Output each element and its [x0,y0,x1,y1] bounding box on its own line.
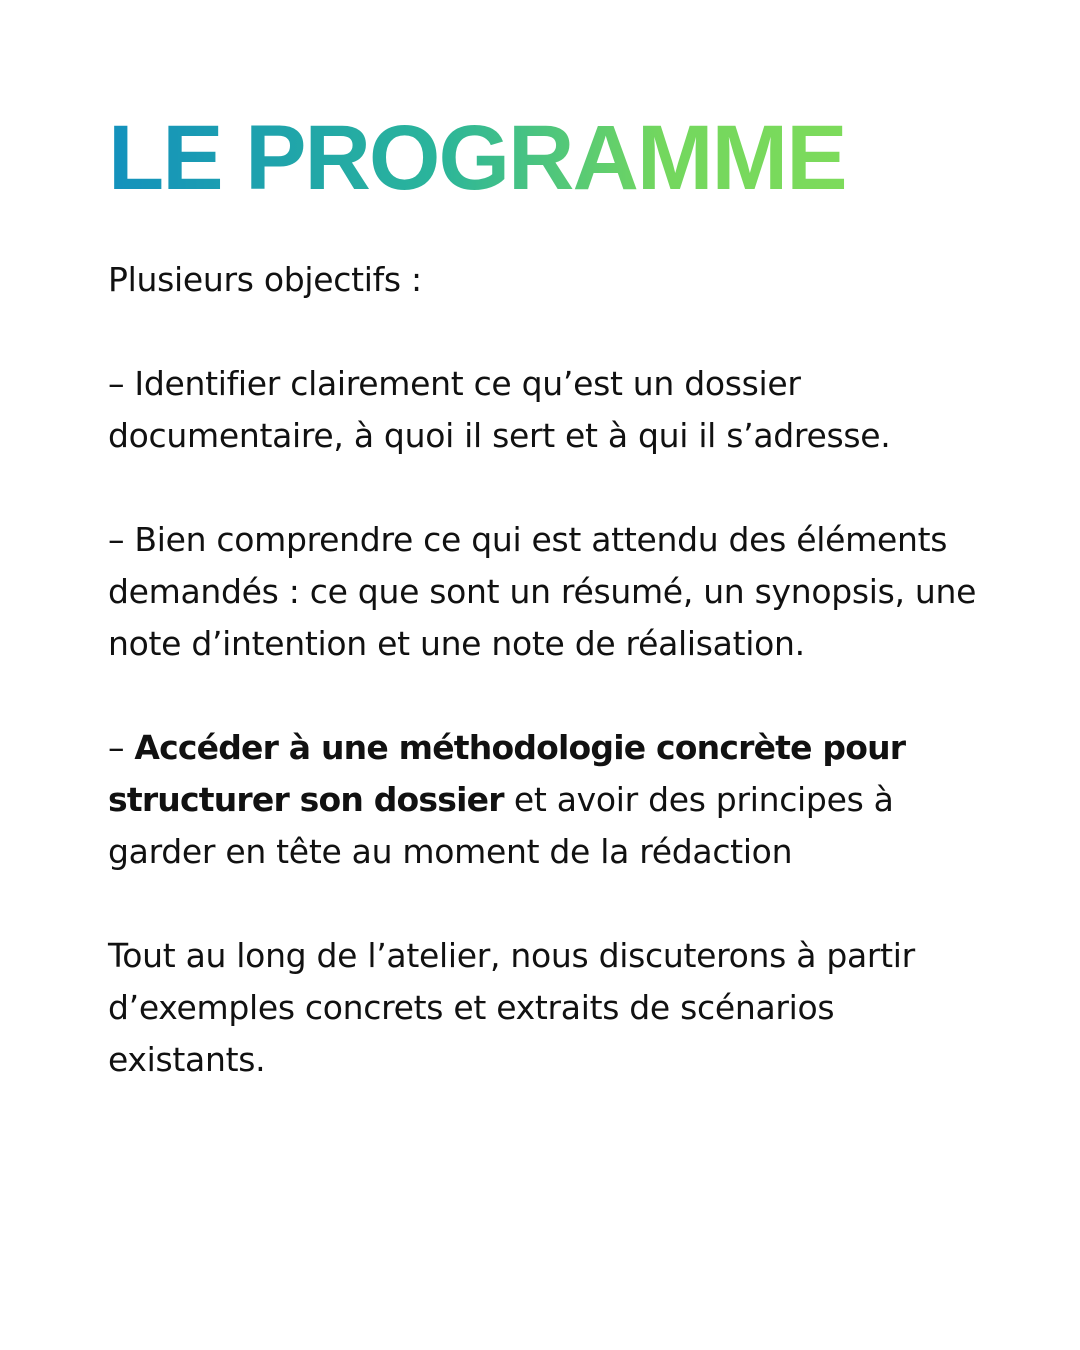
closing-text: Tout au long de l’atelier, nous discuterons à partir d’exemples concrets et extraits de scénarios existants. [108,936,915,1079]
objective-dash: – [108,728,135,767]
objective-dash: – [108,364,135,403]
page-title: LE PROGRAMME [108,107,846,209]
intro-text: Plusieurs objectifs : [108,260,422,299]
program-page [108,108,988,1138]
objective-item-3 [108,722,988,878]
objective-text: Bien comprendre ce qui est attendu des éléments demandés : ce que sont un résumé, un synopsis, une note d’intention et une note de réalisation. [108,520,977,663]
objective-dash: – [108,520,135,559]
objective-text: Identifier clairement ce qu’est un dossier documentaire, à quoi il sert et à qui il s’adresse. [108,364,891,455]
objective-item-2 [108,514,988,670]
objective-bold-text: Accéder à une méthodologie concrète pour structurer son dossier [108,728,906,819]
objective-text: et avoir des principes à garder en tête au moment de la rédaction [108,780,894,871]
objective-item-1 [108,358,988,462]
